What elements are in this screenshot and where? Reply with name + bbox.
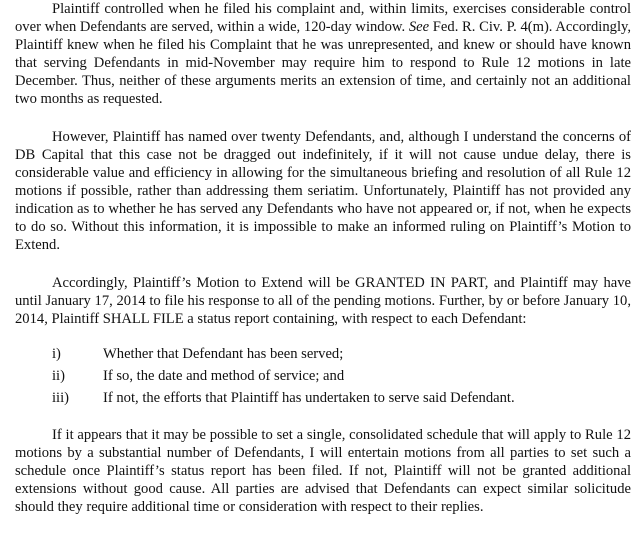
- paragraph-motion-granted: Accordingly, Plaintiff’s Motion to Extend will be GRANTED IN PART, and Plaintiff may have until January 17, 2014 to file his response to all of the pending motions. Further, by or before January 10, 2014, Plaintiff SHALL FILE a status report containing, with respect to each Defendant:: [15, 275, 631, 327]
- list-item-text: If not, the efforts that Plaintiff has undertaken to serve said Defendant.: [103, 390, 515, 406]
- paragraph-service-control: [15, 0, 631, 108]
- list-item-text: If so, the date and method of service; and: [103, 368, 345, 384]
- list-item-marker: ii): [52, 368, 65, 384]
- paragraph-1-text-a: Plaintiff controlled when he filed his complaint and, within limits, exercises considerable control over when Defendants are served, within a wide, 120-day window.: [15, 1, 631, 35]
- paragraph-multiple-defendants: However, Plaintiff has named over twenty Defendants, and, although I understand the concerns of DB Capital that this case not be dragged out indefinitely, if it will not cause undue delay, there is considerable value and efficiency in allowing for the simultaneous briefing and resolution of all Rule 12 motions if possible, rather than addressing them seriatim. Unfortunately, Plaintiff has not provided any indication as to whether he has served any Defendants who have not appeared or, if not, when he expects to do so. Without this information, it is impossible to make an informed ruling on Plaintiff’s Motion to Extend.: [15, 129, 631, 253]
- paragraph-1-text-b: Fed. R. Civ. P. 4(m). Accordingly, Plaintiff knew when he filed his Complaint that he was unrepresented, and knew or should have known that serving Defendants in mid-November may require him to respond to Rule 12 motions in late December. Thus, neither of these arguments merits an extension of time, and certainly not an additional two months as requested.: [15, 19, 631, 107]
- list-item-marker: iii): [52, 390, 70, 406]
- list-item: [15, 367, 631, 385]
- court-order-page: [15, 0, 631, 516]
- list-item-marker: i): [52, 346, 61, 362]
- status-report-requirements-list: [15, 345, 631, 407]
- list-item: [15, 345, 631, 363]
- list-item: [15, 389, 631, 407]
- list-item-text: Whether that Defendant has been served;: [103, 346, 344, 362]
- citation-signal: See: [408, 19, 430, 35]
- paragraph-consolidated-schedule: If it appears that it may be possible to set a single, consolidated schedule that will apply to Rule 12 motions by a substantial number of Defendants, I will entertain motions from all parties to set such a schedule once Plaintiff’s status report has been filed. If not, Plaintiff will not be granted additional extensions without good cause. All parties are advised that Defendants can expect similar solicitude should they require additional time or consideration with respect to their replies.: [15, 427, 631, 515]
